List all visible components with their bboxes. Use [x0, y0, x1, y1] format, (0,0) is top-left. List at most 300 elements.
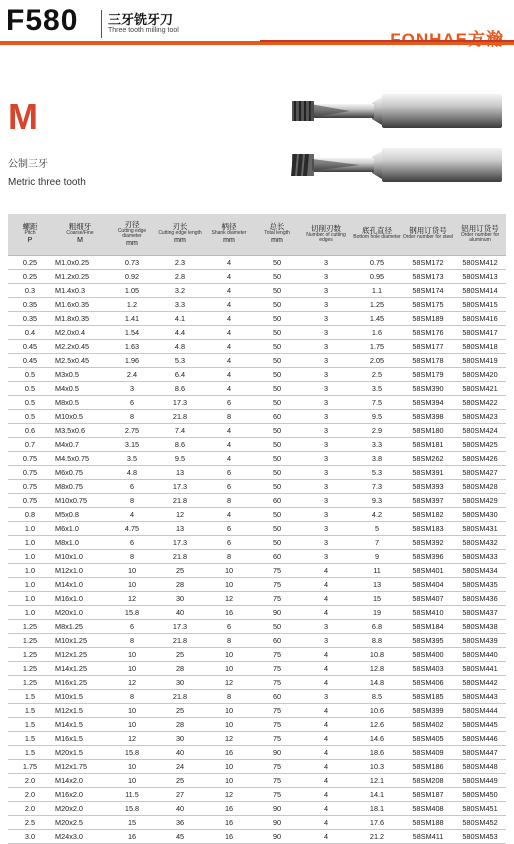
- column-header-u: mm: [126, 239, 138, 247]
- table-cell: M1.2x0.25: [52, 270, 108, 284]
- table-cell: 4: [204, 312, 254, 326]
- table-row: [8, 494, 506, 508]
- table-cell: 58SM178: [402, 354, 454, 368]
- table-cell: 75: [254, 760, 300, 774]
- table-cell: 580SM440: [454, 648, 506, 662]
- table-cell: 50: [254, 368, 300, 382]
- column-header-en: Number of cutting edges: [306, 231, 346, 243]
- column-header-u: mm: [174, 236, 186, 244]
- table-cell: 2.9: [352, 424, 402, 438]
- table-cell: 3: [300, 284, 352, 298]
- table-cell: 1.45: [352, 312, 402, 326]
- table-cell: 11: [352, 564, 402, 578]
- table-cell: 17.3: [156, 480, 204, 494]
- table-cell: 4: [204, 340, 254, 354]
- table-cell: 580SM418: [454, 340, 506, 354]
- table-cell: M10x1.0: [52, 550, 108, 564]
- table-cell: 14.1: [352, 788, 402, 802]
- table-cell: 580SM427: [454, 466, 506, 480]
- table-cell: 3.8: [352, 452, 402, 466]
- table-cell: 16: [108, 830, 156, 844]
- table-cell: 580SM446: [454, 732, 506, 746]
- table-cell: 3: [300, 508, 352, 522]
- table-cell: M16x1.25: [52, 676, 108, 690]
- table-row: [8, 340, 506, 354]
- table-row: [8, 438, 506, 452]
- table-cell: M14x1.5: [52, 718, 108, 732]
- table-cell: 58SM188: [402, 816, 454, 830]
- column-header-zh: 螺距: [22, 222, 38, 232]
- table-cell: 10: [204, 648, 254, 662]
- table-cell: 580SM414: [454, 284, 506, 298]
- column-header-en: Order number for steel: [402, 234, 454, 241]
- table-cell: 0.75: [8, 494, 52, 508]
- column-header: [254, 214, 300, 256]
- table-cell: 580SM438: [454, 620, 506, 634]
- table-cell: 10: [108, 648, 156, 662]
- table-cell: 580SM422: [454, 396, 506, 410]
- table-cell: 2.3: [156, 256, 204, 270]
- table-cell: 60: [254, 410, 300, 424]
- column-header-en: Total length: [264, 230, 290, 237]
- table-cell: 60: [254, 550, 300, 564]
- table-cell: 0.5: [8, 410, 52, 424]
- table-cell: 50: [254, 480, 300, 494]
- table-cell: M10x0.5: [52, 410, 108, 424]
- table-cell: 40: [156, 746, 204, 760]
- table-row: [8, 774, 506, 788]
- table-cell: 58SM395: [402, 634, 454, 648]
- column-header: [300, 214, 352, 256]
- table-cell: 580SM420: [454, 368, 506, 382]
- table-cell: 10: [204, 718, 254, 732]
- table-cell: 13: [352, 578, 402, 592]
- table-cell: 10: [108, 774, 156, 788]
- table-cell: 3: [300, 382, 352, 396]
- table-cell: M3.5x0.6: [52, 424, 108, 438]
- table-cell: 3.2: [156, 284, 204, 298]
- table-cell: 10: [204, 578, 254, 592]
- table-cell: 4: [300, 718, 352, 732]
- table-cell: 4: [204, 438, 254, 452]
- table-cell: 58SM179: [402, 368, 454, 382]
- table-cell: 4.8: [108, 466, 156, 480]
- table-cell: 4: [300, 676, 352, 690]
- table-cell: M6x0.75: [52, 466, 108, 480]
- table-cell: 8: [108, 494, 156, 508]
- table-row: [8, 676, 506, 690]
- column-header: [402, 214, 454, 256]
- section-subtitle-en: Metric three tooth: [8, 177, 86, 188]
- table-cell: 58SM409: [402, 746, 454, 760]
- table-cell: 580SM421: [454, 382, 506, 396]
- table-row: [8, 284, 506, 298]
- table-cell: M20x2.0: [52, 802, 108, 816]
- table-cell: 580SM452: [454, 816, 506, 830]
- table-cell: M24x3.0: [52, 830, 108, 844]
- table-cell: 8: [108, 634, 156, 648]
- table-cell: 0.75: [8, 452, 52, 466]
- table-cell: 4: [204, 368, 254, 382]
- product-name-en: Three tooth milling tool: [108, 27, 179, 34]
- table-cell: 4: [204, 354, 254, 368]
- table-cell: 58SM405: [402, 732, 454, 746]
- table-cell: 75: [254, 788, 300, 802]
- table-cell: 6: [108, 620, 156, 634]
- table-row: [8, 802, 506, 816]
- table-cell: 50: [254, 466, 300, 480]
- table-cell: 4: [300, 732, 352, 746]
- table-cell: 3: [300, 550, 352, 564]
- table-cell: 10: [108, 718, 156, 732]
- table-cell: 580SM449: [454, 774, 506, 788]
- table-row: [8, 522, 506, 536]
- table-cell: 0.3: [8, 284, 52, 298]
- table-cell: 30: [156, 592, 204, 606]
- table-cell: 2.4: [108, 368, 156, 382]
- table-cell: 13: [156, 522, 204, 536]
- table-cell: 4: [204, 326, 254, 340]
- table-cell: 58SM397: [402, 494, 454, 508]
- table-cell: 10: [204, 704, 254, 718]
- table-row: [8, 312, 506, 326]
- table-cell: M8x1.25: [52, 620, 108, 634]
- table-cell: 3: [300, 424, 352, 438]
- table-cell: 12: [204, 592, 254, 606]
- table-row: [8, 508, 506, 522]
- table-cell: 580SM433: [454, 550, 506, 564]
- table-cell: M2.0x0.4: [52, 326, 108, 340]
- table-cell: 75: [254, 774, 300, 788]
- table-cell: M16x1.0: [52, 592, 108, 606]
- table-cell: 16: [204, 606, 254, 620]
- table-cell: 90: [254, 830, 300, 844]
- table-cell: 60: [254, 634, 300, 648]
- table-cell: 36: [156, 816, 204, 830]
- table-cell: 3: [108, 382, 156, 396]
- column-header-en: Cutting edge length: [158, 230, 202, 237]
- table-row: [8, 662, 506, 676]
- tool-image-side: [290, 91, 504, 131]
- table-cell: 1.0: [8, 606, 52, 620]
- table-cell: M1.6x0.35: [52, 298, 108, 312]
- table-cell: 10.6: [352, 704, 402, 718]
- table-cell: 58SM402: [402, 718, 454, 732]
- table-cell: 10: [108, 662, 156, 676]
- table-cell: 4: [204, 256, 254, 270]
- column-header-u: mm: [271, 236, 283, 244]
- table-cell: 1.0: [8, 536, 52, 550]
- table-cell: 580SM453: [454, 830, 506, 844]
- table-cell: 580SM431: [454, 522, 506, 536]
- table-cell: 50: [254, 452, 300, 466]
- table-cell: 10: [204, 774, 254, 788]
- table-cell: 10: [204, 760, 254, 774]
- table-cell: 7.5: [352, 396, 402, 410]
- table-cell: 1.5: [8, 704, 52, 718]
- column-header-en: Shank diameter: [211, 230, 247, 237]
- table-cell: 25: [156, 774, 204, 788]
- table-cell: M8x0.75: [52, 480, 108, 494]
- table-cell: 58SM394: [402, 396, 454, 410]
- table-cell: 580SM413: [454, 270, 506, 284]
- table-cell: 1.5: [8, 732, 52, 746]
- table-cell: 1.0: [8, 522, 52, 536]
- table-cell: 6: [204, 480, 254, 494]
- table-cell: 0.95: [352, 270, 402, 284]
- column-header-zh: 粗细牙: [68, 222, 92, 232]
- column-header-zh: 钢用订货号: [409, 226, 447, 236]
- table-row: [8, 816, 506, 830]
- product-name-cn: 三牙铣牙刀: [108, 12, 174, 27]
- section-letter: M: [8, 96, 38, 137]
- table-cell: 58SM208: [402, 774, 454, 788]
- table-cell: 18.6: [352, 746, 402, 760]
- table-cell: 58SM180: [402, 424, 454, 438]
- table-cell: 27: [156, 788, 204, 802]
- table-cell: 58SM393: [402, 480, 454, 494]
- table-cell: 4: [300, 662, 352, 676]
- table-cell: 2.8: [156, 270, 204, 284]
- table-cell: 25: [156, 648, 204, 662]
- table-cell: 580SM447: [454, 746, 506, 760]
- table-cell: 50: [254, 508, 300, 522]
- table-cell: 3: [300, 298, 352, 312]
- table-cell: 10.8: [352, 648, 402, 662]
- table-cell: 12: [108, 732, 156, 746]
- table-cell: 1.25: [8, 620, 52, 634]
- table-cell: 6.8: [352, 620, 402, 634]
- table-cell: 12: [204, 788, 254, 802]
- column-header-en: Order number for aluminum: [460, 231, 500, 243]
- column-header-en: Coarse/Fine: [66, 230, 94, 237]
- table-cell: 4.8: [156, 340, 204, 354]
- table-cell: 3: [300, 256, 352, 270]
- table-cell: 1.75: [8, 760, 52, 774]
- table-cell: 3: [300, 354, 352, 368]
- table-cell: M20x1.5: [52, 746, 108, 760]
- table-cell: M8x1.0: [52, 536, 108, 550]
- table-body: [8, 256, 506, 844]
- table-cell: 10: [108, 564, 156, 578]
- table-cell: 0.5: [8, 396, 52, 410]
- table-cell: 4: [204, 424, 254, 438]
- table-cell: 10: [108, 578, 156, 592]
- table-row: [8, 788, 506, 802]
- table-row: [8, 368, 506, 382]
- header-accent-line: [260, 40, 514, 42]
- table-cell: 30: [156, 732, 204, 746]
- table-cell: 58SM398: [402, 410, 454, 424]
- table-cell: 1.2: [108, 298, 156, 312]
- table-cell: 8.6: [156, 382, 204, 396]
- table-row: [8, 648, 506, 662]
- table-cell: 1.5: [8, 718, 52, 732]
- table-cell: 21.2: [352, 830, 402, 844]
- table-cell: 580SM439: [454, 634, 506, 648]
- table-cell: 4.2: [352, 508, 402, 522]
- table-cell: 15.8: [108, 606, 156, 620]
- table-cell: 50: [254, 312, 300, 326]
- table-cell: 2.0: [8, 788, 52, 802]
- table-cell: 3: [300, 368, 352, 382]
- table-row: [8, 298, 506, 312]
- table-cell: 58SM183: [402, 522, 454, 536]
- table-cell: 3.3: [156, 298, 204, 312]
- table-cell: M20x2.5: [52, 816, 108, 830]
- table-cell: 3.5: [108, 452, 156, 466]
- table-cell: 58SM173: [402, 270, 454, 284]
- table-cell: 8.5: [352, 690, 402, 704]
- table-cell: 3.5: [352, 382, 402, 396]
- table-cell: 21.8: [156, 494, 204, 508]
- table-cell: M20x1.0: [52, 606, 108, 620]
- table-cell: 3: [300, 438, 352, 452]
- table-cell: 12.8: [352, 662, 402, 676]
- column-header-en: Bottom hole diameter: [353, 234, 401, 241]
- table-cell: 13: [156, 466, 204, 480]
- table-cell: 14.8: [352, 676, 402, 690]
- table-cell: 8: [204, 634, 254, 648]
- table-cell: M4x0.7: [52, 438, 108, 452]
- table-cell: 7: [352, 536, 402, 550]
- table-cell: 75: [254, 648, 300, 662]
- table-cell: 50: [254, 256, 300, 270]
- table-cell: 1.25: [8, 676, 52, 690]
- column-header-en: Cutting edge diameter: [117, 227, 147, 239]
- table-cell: 2.05: [352, 354, 402, 368]
- table-cell: 3.3: [352, 438, 402, 452]
- table-cell: 16: [204, 746, 254, 760]
- table-cell: M4x0.5: [52, 382, 108, 396]
- table-cell: 1.05: [108, 284, 156, 298]
- table-cell: 60: [254, 494, 300, 508]
- table-row: [8, 536, 506, 550]
- column-header-zh: 刃径: [124, 219, 140, 229]
- table-cell: 28: [156, 718, 204, 732]
- table-cell: 2.0: [8, 774, 52, 788]
- table-cell: M12x1.0: [52, 564, 108, 578]
- table-cell: 5: [352, 522, 402, 536]
- column-header: [352, 214, 402, 256]
- table-cell: 7.3: [352, 480, 402, 494]
- table-cell: M1.0x0.25: [52, 256, 108, 270]
- table-cell: 1.5: [8, 690, 52, 704]
- table-cell: M10x1.5: [52, 690, 108, 704]
- table-row: [8, 704, 506, 718]
- table-cell: 3: [300, 634, 352, 648]
- table-cell: 50: [254, 298, 300, 312]
- table-row: [8, 746, 506, 760]
- table-cell: M12x1.5: [52, 704, 108, 718]
- table-cell: 58SM172: [402, 256, 454, 270]
- table-cell: 15.8: [108, 746, 156, 760]
- table-cell: 580SM429: [454, 494, 506, 508]
- table-cell: 3: [300, 466, 352, 480]
- table-cell: 50: [254, 340, 300, 354]
- table-cell: 58SM187: [402, 788, 454, 802]
- table-cell: 0.7: [8, 438, 52, 452]
- table-cell: 58SM186: [402, 760, 454, 774]
- table-cell: 90: [254, 606, 300, 620]
- table-cell: 5.3: [352, 466, 402, 480]
- table-cell: 12: [204, 732, 254, 746]
- table-cell: 14.6: [352, 732, 402, 746]
- table-cell: M10x1.25: [52, 634, 108, 648]
- table-cell: 58SM400: [402, 648, 454, 662]
- table-cell: 8: [108, 550, 156, 564]
- table-cell: 58SM390: [402, 382, 454, 396]
- table-cell: 1.6: [352, 326, 402, 340]
- table-cell: 580SM448: [454, 760, 506, 774]
- table-cell: 6: [108, 396, 156, 410]
- table-cell: 17.3: [156, 620, 204, 634]
- table-cell: 58SM182: [402, 508, 454, 522]
- table-cell: 9.3: [352, 494, 402, 508]
- table-cell: 9.5: [156, 452, 204, 466]
- table-cell: 3: [300, 410, 352, 424]
- table-cell: 75: [254, 704, 300, 718]
- table-cell: 1.25: [8, 648, 52, 662]
- table-cell: 10: [204, 564, 254, 578]
- table-cell: 580SM450: [454, 788, 506, 802]
- table-row: [8, 592, 506, 606]
- table-cell: 12.1: [352, 774, 402, 788]
- table-cell: 7.4: [156, 424, 204, 438]
- table-row: [8, 564, 506, 578]
- table-cell: M2.5x0.45: [52, 354, 108, 368]
- table-cell: 4: [300, 592, 352, 606]
- table-cell: 12: [156, 508, 204, 522]
- table-cell: 4: [204, 284, 254, 298]
- column-header: [454, 214, 506, 256]
- table-cell: 1.0: [8, 564, 52, 578]
- table-cell: 3: [300, 494, 352, 508]
- table-cell: 58SM407: [402, 592, 454, 606]
- table-cell: 4: [300, 774, 352, 788]
- table-cell: 30: [156, 676, 204, 690]
- table-cell: 4: [300, 788, 352, 802]
- column-header-zh: 柄径: [221, 222, 237, 232]
- table-cell: 2.5: [352, 368, 402, 382]
- table-cell: 58SM189: [402, 312, 454, 326]
- table-cell: 21.8: [156, 550, 204, 564]
- table-cell: 8.8: [352, 634, 402, 648]
- table-cell: 8.6: [156, 438, 204, 452]
- column-header-zh: 刃长: [172, 222, 188, 232]
- table-row: [8, 452, 506, 466]
- table-cell: 25: [156, 564, 204, 578]
- table-row: [8, 410, 506, 424]
- table-cell: 0.8: [8, 508, 52, 522]
- table-row: [8, 578, 506, 592]
- column-header-u: P: [27, 236, 33, 244]
- column-header: [156, 214, 204, 256]
- table-row: [8, 690, 506, 704]
- table-cell: 4: [204, 508, 254, 522]
- table-cell: 8: [204, 410, 254, 424]
- table-cell: 1.0: [8, 578, 52, 592]
- table-cell: 15.8: [108, 802, 156, 816]
- table-cell: 6: [108, 536, 156, 550]
- table-cell: 3: [300, 340, 352, 354]
- table-cell: 2.5: [8, 816, 52, 830]
- table-cell: 50: [254, 536, 300, 550]
- table-row: [8, 718, 506, 732]
- table-cell: 580SM436: [454, 592, 506, 606]
- table-cell: 58SM404: [402, 578, 454, 592]
- table-cell: 12.6: [352, 718, 402, 732]
